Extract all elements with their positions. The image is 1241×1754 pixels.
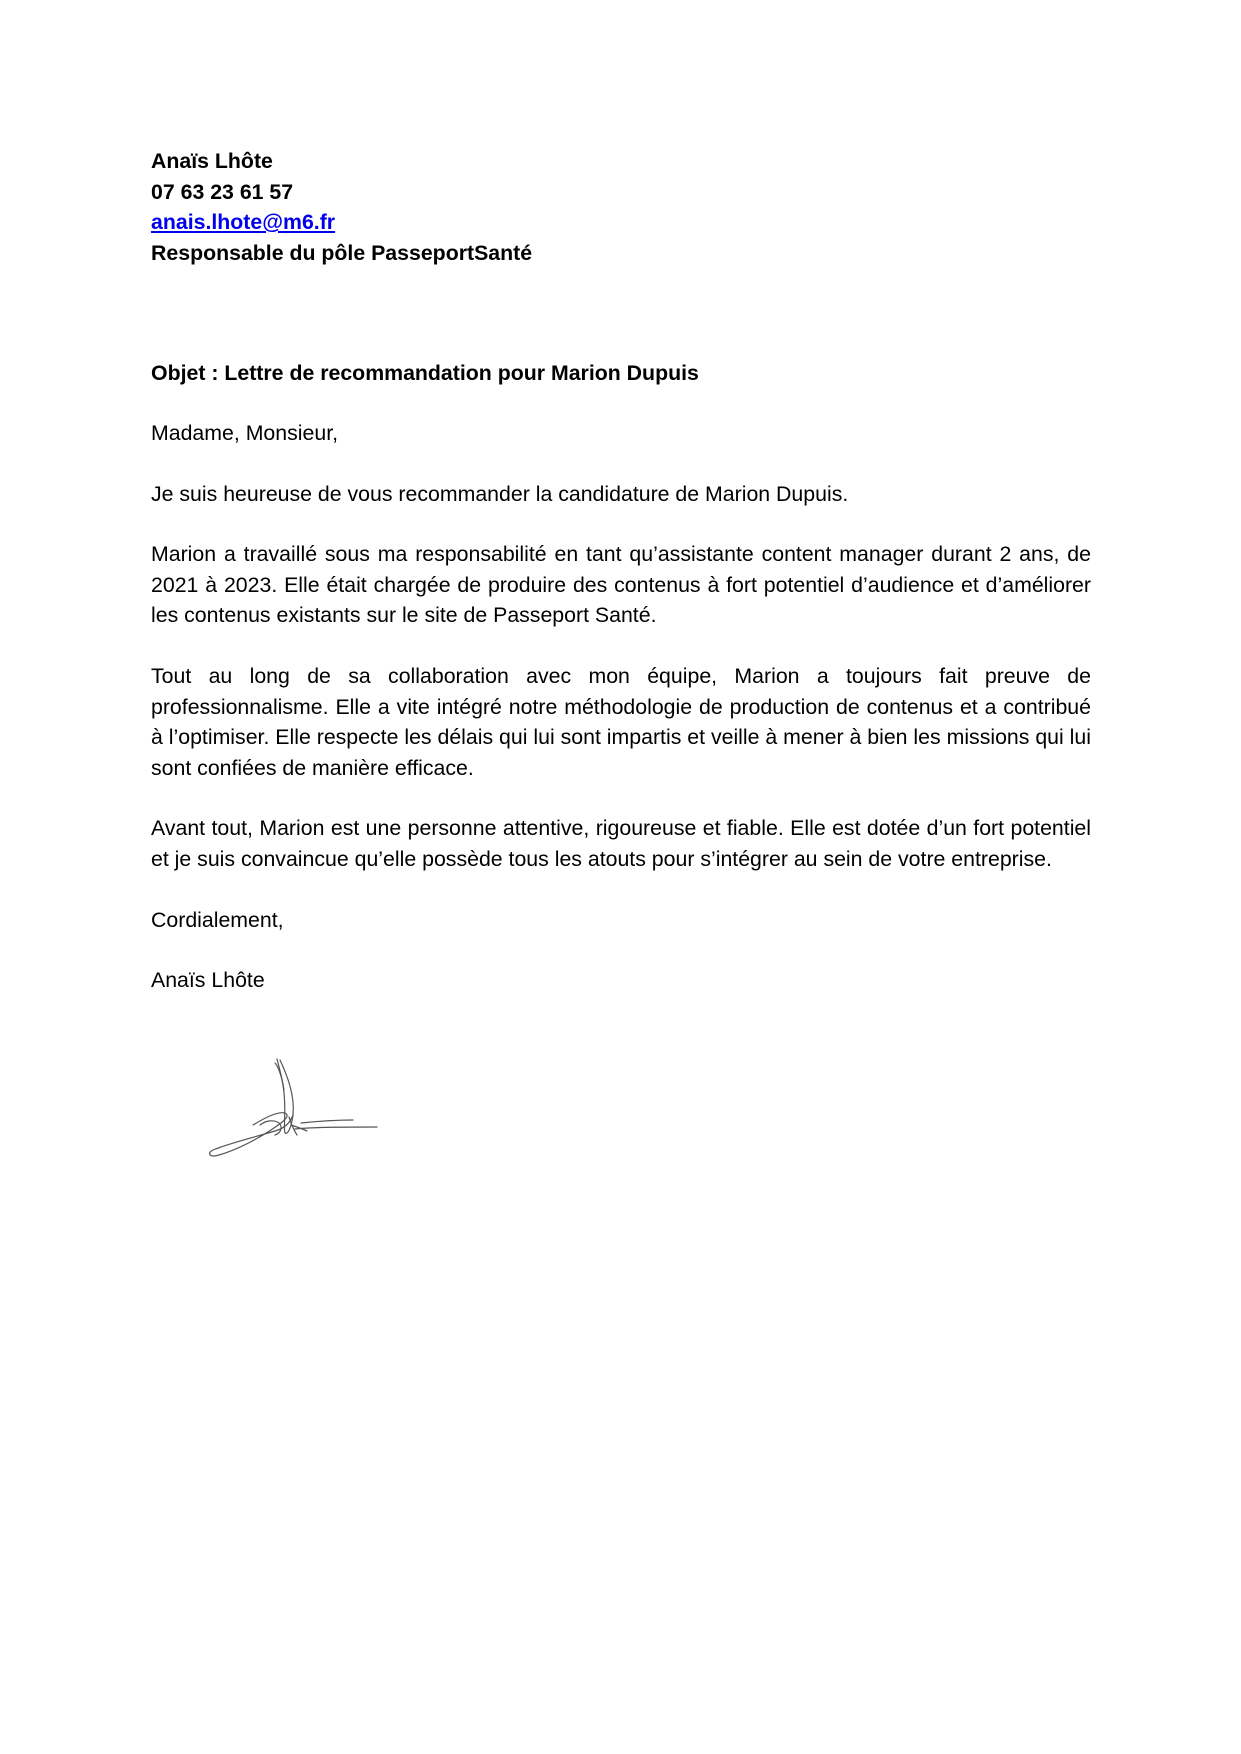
paragraph-experience: Marion a travaillé sous ma responsabilité en tant qu’assistante content manager durant 2 ans, de 2021 à 2023. Elle était chargée de produire des contenus à fort potentiel d’audience et d’améliorer les contenus existants sur le site de Passeport Santé. <box>151 542 1091 628</box>
letter-page <box>151 146 1091 996</box>
sender-name: Anaïs Lhôte <box>151 149 273 173</box>
paragraph-intro: Je suis heureuse de vous recommander la candidature de Marion Dupuis. <box>151 481 849 506</box>
paragraph-qualities: Avant tout, Marion est une personne attentive, rigoureuse et fiable. Elle est dotée d’un fort potentiel et je suis convaincue qu’elle possède tous les atouts pour s’intégrer au sein de votre entreprise. <box>151 816 1091 871</box>
letter-signatory: Anaïs Lhôte <box>151 968 265 993</box>
letter-subject: Objet : Lettre de recommandation pour Marion Dupuis <box>151 361 699 386</box>
sender-phone: 07 63 23 61 57 <box>151 179 294 204</box>
letter-salutation: Madame, Monsieur, <box>151 420 339 445</box>
sender-block <box>151 146 1091 268</box>
handwritten-signature <box>205 1055 380 1165</box>
paragraph-professionalism: Tout au long de sa collaboration avec mon équipe, Marion a toujours fait preuve de professionnalisme. Elle a vite intégré notre méthodologie de production de contenus et a contribué à l’optimiser. Elle respecte les délais qui lui sont impartis et veille à mener à bien les missions qui lui sont confiées de manière efficace. <box>151 663 1091 780</box>
letter-closing: Cordialement, <box>151 907 284 932</box>
sender-role: Responsable du pôle PasseportSanté <box>151 240 533 265</box>
sender-email-link[interactable]: anais.lhote@m6.fr <box>151 210 336 235</box>
signature-drawing <box>205 1055 380 1165</box>
